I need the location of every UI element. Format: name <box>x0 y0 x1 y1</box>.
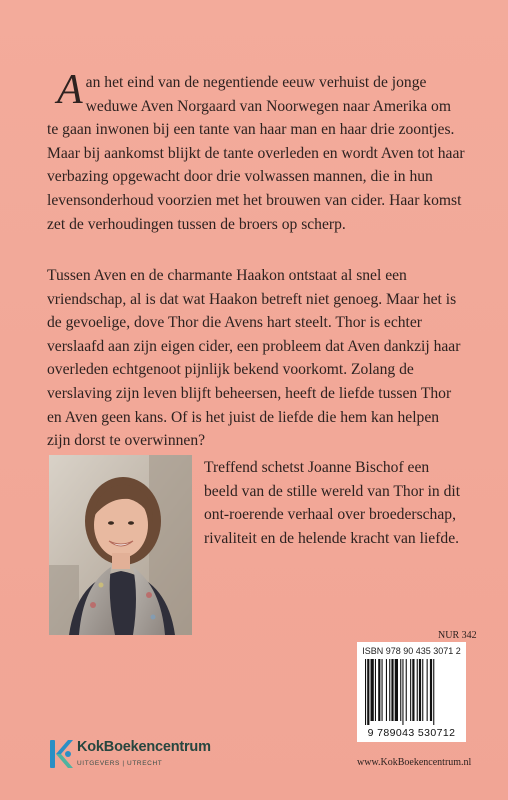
author-blurb: Treffend schetst Joanne Bischof een beeld van de stille wereld van Thor in dit ont-roerende verhaal over broederschap, rivaliteit en de helende kracht van liefde. <box>204 459 461 547</box>
barcode-bars <box>365 659 458 725</box>
publisher-subtitle: UITGEVERS | UTRECHT <box>77 760 163 767</box>
publisher-website: www.KokBoekencentrum.nl <box>357 757 472 768</box>
synopsis-paragraph-2: Tussen Aven en de charmante Haakon ontstaat al snel een vriendschap, al is dat wat Haakon betreft niet genoeg. Maar het is de gevoelige, dove Thor die Avens hart steelt. Thor is echter verslaafd aan zijn eigen cider, een probleem dat Aven dankzij haar overleden echtgenoot pijnlijk bekend voorkomt. Zolang de verslaving zijn leven blijft beheersen, heeft de liefde tussen Thor en Aven geen kans. Of is het juist de liefde die hem kan helpen zijn dorst te overwinnen? <box>47 267 461 450</box>
author-photo <box>49 455 192 635</box>
author-portrait-image <box>49 455 192 635</box>
barcode-digits: 9 789043 530712 <box>367 727 456 739</box>
nur-code: NUR 342 <box>438 630 477 641</box>
publisher-k-icon <box>48 737 74 771</box>
isbn-number: ISBN 978 90 435 3071 2 <box>362 646 461 656</box>
drop-cap: A <box>57 67 83 113</box>
publisher-name: KokBoekencentrum <box>77 739 211 755</box>
publisher-logo <box>48 737 248 777</box>
synopsis-paragraph-1 <box>47 67 465 236</box>
synopsis-paragraph-1-text: an het eind van de negentiende eeuw verhuist de jonge weduwe Aven Norgaard van Noorwegen naar Amerika om te gaan inwonen bij een tante van haar man en haar drie zoontjes. Maar bij aankomst blijkt de tante overleden en wordt Aven tot haar verbazing opgewacht door drie volwassen mannen, die in hun levensonderhoud voorzien met het brouwen van cider. Haar komst zet de verhoudingen tussen de broers op scherp. <box>47 74 465 233</box>
isbn-barcode <box>357 642 466 742</box>
